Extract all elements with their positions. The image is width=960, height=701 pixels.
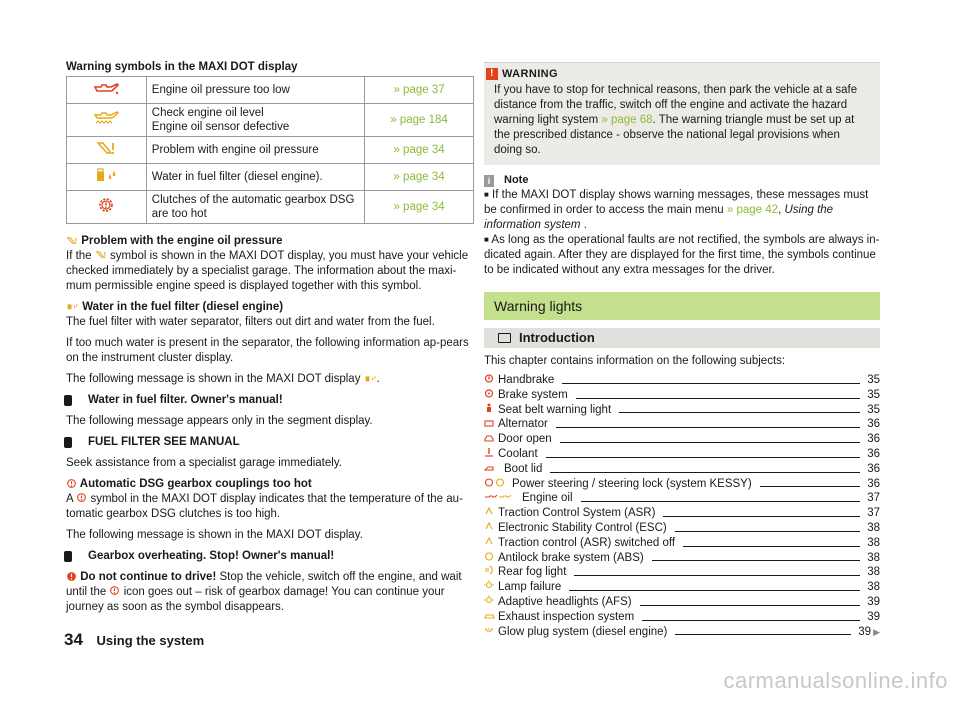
gearbox-cog-icon	[109, 585, 120, 596]
page-link[interactable]: » page 34	[365, 137, 474, 164]
seat-belt-icon	[484, 403, 494, 418]
toc-item[interactable]: Traction control (ASR) switched off 38	[484, 536, 880, 551]
rear-fog-icon	[484, 565, 494, 580]
gearbox-cog-icon	[96, 195, 116, 215]
right-column	[484, 62, 880, 639]
chapter-band: Warning lights	[484, 292, 880, 320]
esc-icon	[484, 521, 494, 536]
toc-item[interactable]: Rear fog light 38	[484, 565, 880, 580]
toc-item[interactable]: Lamp failure 38	[484, 580, 880, 595]
brake-system-icon	[484, 388, 494, 403]
main-menu-page-link[interactable]: » page 42	[726, 204, 779, 216]
toc-item[interactable]: Handbrake 35	[484, 373, 880, 388]
display-message: Gearbox overheating. Stop! Owner's manual!	[66, 549, 474, 564]
table-cell-text: Clutches of the automatic gearbox DSG are too hot	[146, 191, 364, 224]
water-filter-text-5: Seek assistance from a specialist garage immediately.	[66, 457, 342, 469]
left-column	[66, 58, 474, 621]
table-row	[67, 137, 474, 164]
page-link[interactable]: » page 34	[365, 164, 474, 191]
oil-pressure-warning-icon	[95, 140, 117, 156]
display-marker-icon	[64, 551, 72, 562]
table-row	[67, 164, 474, 191]
segment-marker-icon	[64, 437, 72, 448]
exhaust-icon	[484, 610, 494, 625]
engine-oil-icon	[484, 491, 514, 506]
oil-pressure-text: If the symbol is shown in the MAXI DOT display, you must have your vehicle checked immediately by a specialist garage. The information about the maxi-mum permissible engine speed is displayed together with this symbol.	[66, 250, 469, 292]
toc-list	[484, 373, 880, 639]
afs-icon	[484, 595, 494, 610]
gearbox-cog-filled-icon	[66, 571, 77, 582]
book-icon	[498, 333, 511, 343]
boot-lid-icon	[484, 462, 494, 477]
toc-item[interactable]: Power steering / steering lock (system KESSY) 36	[484, 477, 880, 492]
dsg-stop-text: Do not continue to drive! Stop the vehicle, switch off the engine, and wait until the icon goes out – risk of gearbox damage! You can continue your journey as soon as the symbol disappears.	[66, 571, 462, 613]
page-link[interactable]: » page 184	[365, 104, 474, 137]
display-marker-icon	[64, 395, 72, 406]
dsg-text-1: A symbol in the MAXI DOT display indicates that the temperature of the au-tomatic gearbox DSG clutches is too high.	[66, 493, 463, 520]
note-item-2: ■ As long as the operational faults are not rectified, the symbols are always in-dicated again. After they are displayed for the first time, the symbols continue to be indicated without any extra messages for the driver.	[484, 234, 880, 276]
battery-icon	[484, 417, 494, 432]
water-filter-text-4: The following message appears only in the segment display.	[66, 415, 373, 427]
warning-header: ! WARNING	[486, 67, 870, 81]
note-info-icon: i	[484, 175, 494, 187]
watermark: carmanualsonline.info	[723, 668, 948, 693]
toc-item[interactable]: Alternator 36	[484, 417, 880, 432]
gearbox-cog-icon	[76, 492, 87, 503]
traction-control-icon	[484, 506, 494, 521]
toc-item[interactable]: Boot lid 36	[484, 462, 880, 477]
table-row	[67, 77, 474, 104]
toc-item[interactable]: Adaptive headlights (AFS) 39	[484, 595, 880, 610]
toc-item[interactable]: Exhaust inspection system 39	[484, 610, 880, 625]
fuel-filter-water-icon	[66, 301, 79, 311]
toc-item[interactable]: Engine oil 37	[484, 491, 880, 506]
warning-symbols-table	[66, 76, 474, 224]
handbrake-icon	[484, 373, 494, 388]
toc-item[interactable]: Traction Control System (ASR) 37	[484, 506, 880, 521]
table-cell-text: Problem with engine oil pressure	[146, 137, 364, 164]
water-filter-heading: Water in the fuel filter (diesel engine)	[66, 300, 474, 315]
note-header: i Note	[484, 174, 880, 186]
warning-text: If you have to stop for technical reasons, then park the vehicle at a safe distance from the traffic, switch off the engine and activate the hazard warning light system » page 68. The warning triangle must be set up at the prescribed distance - observe the national legal provisions when doing so.	[494, 84, 858, 156]
page-footer	[64, 630, 204, 650]
introduction-header: Introduction	[484, 328, 880, 348]
fuel-filter-water-icon	[364, 373, 377, 383]
hazard-page-link[interactable]: » page 68	[601, 114, 653, 126]
coolant-icon	[484, 447, 494, 462]
dsg-text-2: The following message is shown in the MAXI DOT display.	[66, 529, 363, 541]
table-cell-text-line1: Check engine oil level	[151, 107, 264, 119]
segment-message: FUEL FILTER SEE MANUAL	[66, 435, 474, 450]
gearbox-cog-icon	[66, 478, 77, 489]
toc-item[interactable]: Brake system 35	[484, 388, 880, 403]
power-steering-icon	[484, 477, 508, 492]
oil-pressure-warning-icon	[66, 235, 78, 246]
lamp-failure-icon	[484, 580, 494, 595]
page-link[interactable]: » page 37	[365, 77, 474, 104]
oil-pressure-heading: Problem with the engine oil pressure	[66, 234, 474, 249]
warning-exclamation-icon: !	[486, 68, 498, 80]
table-cell-text: Engine oil pressure too low	[146, 77, 364, 104]
table-cell-text: Water in fuel filter (diesel engine).	[146, 164, 364, 191]
toc-item[interactable]: Electronic Stability Control (ESC) 38	[484, 521, 880, 536]
dsg-heading: Automatic DSG gearbox couplings too hot	[66, 477, 474, 492]
oil-can-icon	[92, 81, 120, 95]
note-box	[484, 174, 880, 278]
water-filter-text-2: If too much water is present in the separator, the following information ap-pears on the instrument cluster display.	[66, 337, 469, 364]
toc-item[interactable]: Seat belt warning light 35	[484, 403, 880, 418]
glow-plug-icon	[484, 625, 494, 640]
table-row	[67, 191, 474, 224]
asr-off-icon	[484, 536, 494, 551]
water-filter-text-3: The following message is shown in the MAXI DOT display .	[66, 373, 380, 385]
section-title: Warning symbols in the MAXI DOT display	[66, 61, 298, 73]
toc-item[interactable]: Antilock brake system (ABS) 38	[484, 551, 880, 566]
toc-item[interactable]: Coolant 36	[484, 447, 880, 462]
abs-icon	[484, 551, 494, 566]
page-link[interactable]: » page 34	[365, 191, 474, 224]
continue-arrow-icon: ▶	[873, 626, 880, 637]
page-number: 34	[64, 630, 83, 649]
footer-title: Using the system	[96, 633, 205, 648]
water-filter-text-1: The fuel filter with water separator, filters out dirt and water from the fuel.	[66, 316, 435, 328]
door-open-icon	[484, 432, 494, 447]
note-item-1: ■ If the MAXI DOT display shows warning messages, these messages must be confirmed in order to access the main menu » page 42, Using the information system .	[484, 189, 869, 231]
fuel-filter-water-icon	[94, 167, 118, 183]
display-message: Water in fuel filter. Owner's manual!	[66, 393, 474, 408]
toc-item[interactable]: Door open 36	[484, 432, 880, 447]
oil-pressure-warning-icon	[95, 249, 107, 260]
table-row	[67, 104, 474, 137]
intro-text: This chapter contains information on the following subjects:	[484, 355, 786, 367]
warning-box	[484, 62, 880, 165]
oil-level-icon	[92, 110, 120, 126]
toc-item[interactable]: Glow plug system (diesel engine) 39 ▶	[484, 625, 880, 640]
table-cell-text-line2: Engine oil sensor defective	[151, 121, 290, 133]
